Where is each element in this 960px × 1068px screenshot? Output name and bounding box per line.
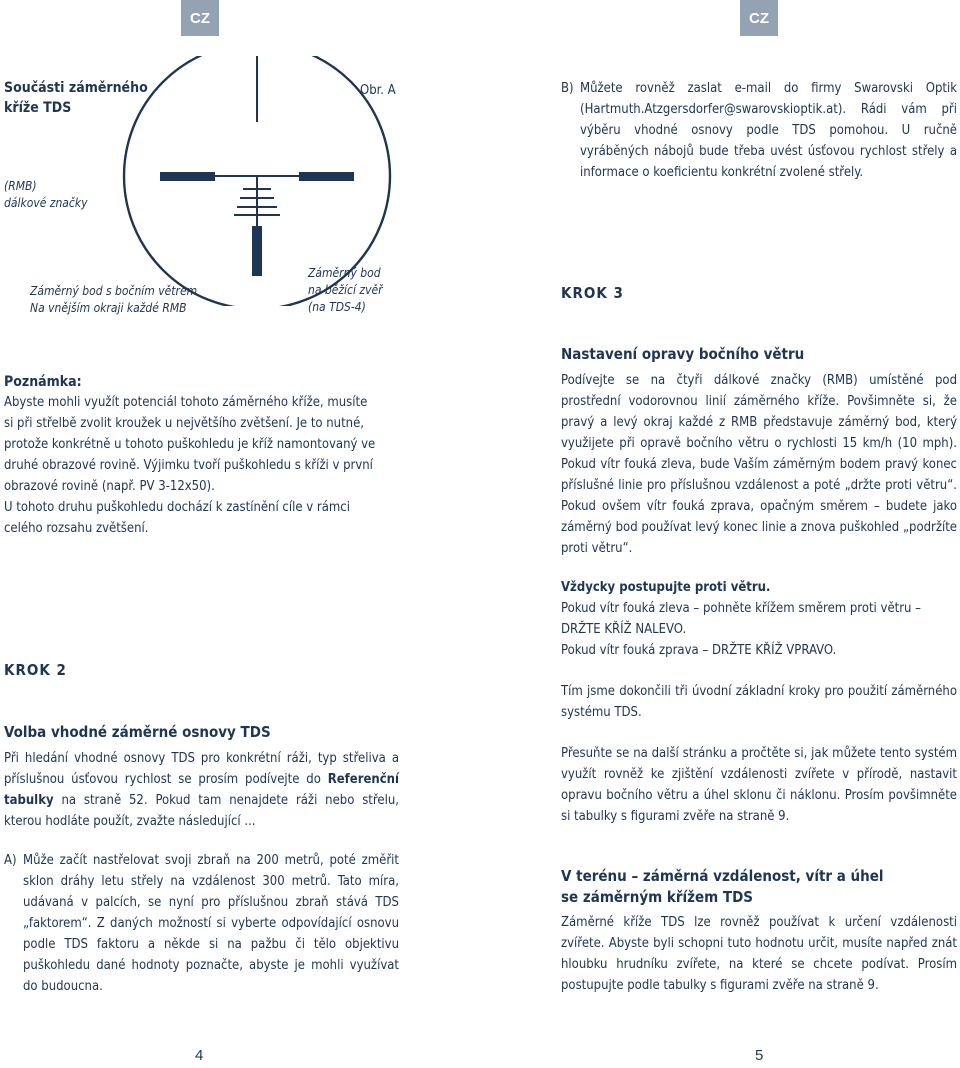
language-badge-left: CZ — [181, 0, 219, 36]
always-against-wind: Vždycky postupujte proti větru. Pokud vítr fouká zleva – pohněte křížem směrem proti větru – DRŽTE KŘÍŽ NALEVO. Pokud vítr fouká zprava – DRŽTE KŘÍŽ VPRAVO. — [561, 580, 922, 658]
option-b: B) Můžete rovněž zaslat e-mail do firmy Swarovski Optik (Hartmuth.Atzgersdorfer@swarovskioptik.at). Rádi vám při výběru vhodné osnovy podle TDS pomohou. U ručně vyráběných nábojů bude třeba uvést úsťovou rychlost střely a informace o koeficientu konkrétní zvolené střely. — [561, 81, 957, 180]
reticle-selection-title: Volba vhodné záměrné osnovy TDS — [4, 723, 271, 741]
rmb-label: (RMB) dálkové značky — [4, 179, 88, 210]
reference-table-link-text: Referenční tabulky — [4, 772, 399, 808]
step-2-heading: KROK 2 — [4, 661, 67, 679]
wind-correction-title: Nastavení opravy bočního větru — [561, 345, 805, 363]
reticle-bottom-post — [252, 226, 262, 276]
figure-label: Obr. A — [360, 83, 396, 98]
field-use-title: V terénu – záměrná vzdálenost, vítr a úhel se záměrným křížem TDS — [561, 867, 884, 906]
page-number-right: 5 — [755, 1047, 764, 1064]
figure-title: Součásti záměrného kříže TDS — [4, 80, 148, 116]
step-3-heading: KROK 3 — [561, 284, 624, 302]
reticle-selection-text: Při hledání vhodné osnovy TDS pro konkrétní ráži, typ střeliva a příslušnou úsťovou rychlost se prosím podívejte do Referenční tabulky na straně 52. Pokud tam nenajdete ráži nebo střelu, kterou hodláte použít, zvažte následující ... — [4, 751, 399, 829]
note-title: Poznámka: — [4, 374, 82, 390]
caption-wind-aim-point: Záměrný bod s bočním větrem Na vnějším okraji každé RMB — [30, 284, 198, 315]
field-use-text: Záměrné kříže TDS lze rovněž používat k určení vzdálenosti zvířete. Abyste byli schopni tuto hodnotu určit, musíte napřed znát hloubku hrudníku zvířete, na které se chcete podívat. Prosím postupujte podle tabulky s figurami zvěře na straně 9. — [561, 915, 957, 993]
page-number-left: 4 — [195, 1047, 204, 1064]
reticle-diagram — [70, 56, 450, 306]
next-page-text: Přesuňte se na další stránku a pročtěte si, jak můžete tento systém využít rovněž ke zjištění vzdálenosti zvířete v přírodě, nastavit opravu bočního větru a úhel sklonu či náklonu. Prosím povšimněte si tabulky s figurami zvěře na straně 9. — [561, 746, 957, 824]
wind-correction-text: Podívejte se na čtyři dálkové značky (RMB) umístěné pod prostřední vodorovnou linií záměrného kříže. Povšimněte si, že pravý a levý okraj každé z RMB představuje záměrný bod, který využijete při opravě bočního větru o rychlosti 15 km/h (10 mph). Pokud vítr fouká zleva, bude Vaším záměrným bodem pravý konec příslušné linie pro příslušnou vzdálenost a poté „držte proti větru“. Pokud ovšem vítr fouká zprava, opačným směrem – budete jako záměrný bod používat levý konec linie a znova puškohled „podržíte proti větru“. — [561, 373, 957, 556]
reticle-left-post — [160, 172, 215, 181]
note-text: Abyste mohli využít potenciál tohoto záměrného kříže, musíte si při střelbě zvolit kroužek u největšího zvětšení. Je to nutné, protože konkrétně u tohoto puškohledu je kříž namontovaný ve druhé obrazové rovině. Výjimku tvoří puškohledu s kříži v první obrazové rovině (např. PV 3-12x50). U tohoto druhu puškohledu dochází k zastínění cíle v rámci celého rozsahu zvětšení. — [4, 395, 376, 536]
steps-done-text: Tím jsme dokončili tři úvodní základní kroky pro použití záměrného systému TDS. — [561, 684, 957, 720]
option-a: A) Může začít nastřelovat svoji zbraň na 200 metrů, poté změřit sklon dráhy letu střely na vzdálenost 300 metrů. Tato míra, udávaná v palcích, se nyní pro příslušnou zbraň stává TDS „faktorem“. Z daných možností si vyberte odpovídající osnovu podle TDS faktoru a někde si na pažbu či tělo objektivu puškohledu dané hodnoty poznačte, abyste je mohli využívat do budoucna. — [4, 853, 399, 994]
language-badge-right: CZ — [740, 0, 778, 36]
caption-moving-game-aim-point: Záměrný bod na běžící zvěř (na TDS-4) — [308, 266, 383, 314]
reticle-right-post — [299, 172, 354, 181]
